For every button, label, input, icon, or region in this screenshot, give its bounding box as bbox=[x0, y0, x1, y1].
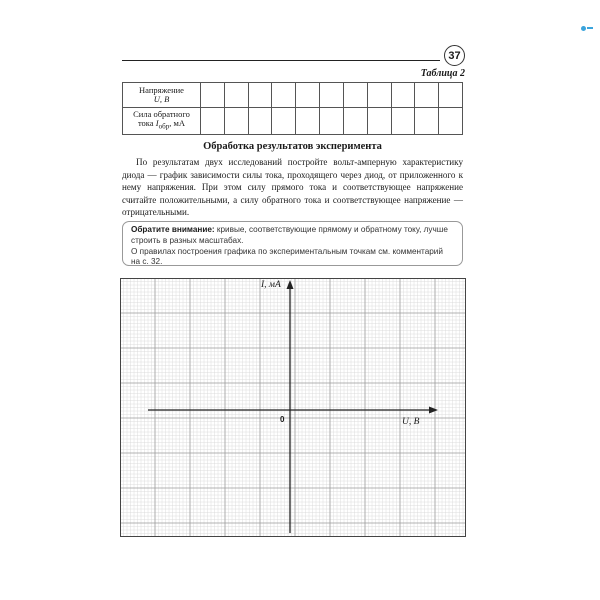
table-cell[interactable] bbox=[272, 108, 296, 135]
origin-label: 0 bbox=[280, 415, 285, 424]
voltage-label-line1: Напряжение bbox=[139, 84, 184, 95]
note-box bbox=[122, 221, 463, 266]
table-cell[interactable] bbox=[201, 108, 225, 135]
table-cell[interactable] bbox=[343, 83, 367, 108]
graph-grid bbox=[120, 278, 466, 537]
table-cell[interactable] bbox=[439, 83, 463, 108]
header-rule bbox=[122, 60, 440, 61]
note-text-1: кривые, соответствующие прямому и обратному току, лучше строить в разных масштабах. bbox=[131, 225, 448, 245]
table-cell[interactable] bbox=[367, 83, 391, 108]
y-axis-label: I, мА bbox=[261, 280, 281, 290]
instructions-paragraph: По результатам двух исследований постройте вольт-амперную характеристику диода — график зависимости силы тока, проходящего через диод, от приложенного к нему напряжения. При этом силу прямого тока и соответствующее напряжение считайте положительными, а силу обратного тока и соответствующее напряжение — отрицательными. bbox=[122, 157, 463, 218]
table-cell[interactable] bbox=[320, 83, 344, 108]
table-cell[interactable] bbox=[224, 83, 248, 108]
table-cell[interactable] bbox=[248, 108, 272, 135]
current-label-symbol: I bbox=[155, 118, 159, 129]
current-label-subscript: обр bbox=[158, 123, 170, 132]
table-cell[interactable] bbox=[343, 108, 367, 135]
table-cell[interactable] bbox=[296, 108, 320, 135]
table-cell[interactable] bbox=[248, 83, 272, 108]
table-row-voltage bbox=[123, 83, 463, 108]
current-label-prefix: тока bbox=[137, 118, 156, 129]
table-cell[interactable] bbox=[224, 108, 248, 135]
note-line-1 bbox=[131, 225, 454, 247]
graph-paper[interactable] bbox=[120, 278, 466, 537]
table-cell[interactable] bbox=[320, 108, 344, 135]
table-cell[interactable] bbox=[296, 83, 320, 108]
table-row-reverse-current bbox=[123, 108, 463, 135]
table-cell[interactable] bbox=[391, 108, 415, 135]
section-title: Обработка результатов эксперимента bbox=[203, 141, 382, 152]
table-cell[interactable] bbox=[367, 108, 391, 135]
measurement-table bbox=[122, 82, 463, 135]
current-label-suffix: , мА bbox=[169, 118, 186, 129]
page-number: 37 bbox=[444, 45, 465, 66]
table-cell[interactable] bbox=[439, 108, 463, 135]
current-label-line1: Сила обратного bbox=[133, 109, 190, 120]
voltage-label-line2: U, В bbox=[153, 94, 170, 104]
table-cell[interactable] bbox=[391, 83, 415, 108]
note-label: Обратите внимание: bbox=[131, 225, 215, 234]
x-axis-label: U, В bbox=[402, 417, 420, 427]
publisher-logo-icon bbox=[581, 25, 593, 31]
table-cell[interactable] bbox=[201, 83, 225, 108]
table-cell[interactable] bbox=[272, 83, 296, 108]
table-caption: Таблица 2 bbox=[420, 68, 465, 79]
table-cell[interactable] bbox=[415, 83, 439, 108]
table-cell[interactable] bbox=[415, 108, 439, 135]
table-row-label-voltage bbox=[123, 83, 201, 108]
note-line-2: О правилах построения графика по экспериментальным точкам см. комментарий на с. 32. bbox=[131, 246, 443, 267]
table-row-label-reverse-current bbox=[123, 108, 201, 135]
